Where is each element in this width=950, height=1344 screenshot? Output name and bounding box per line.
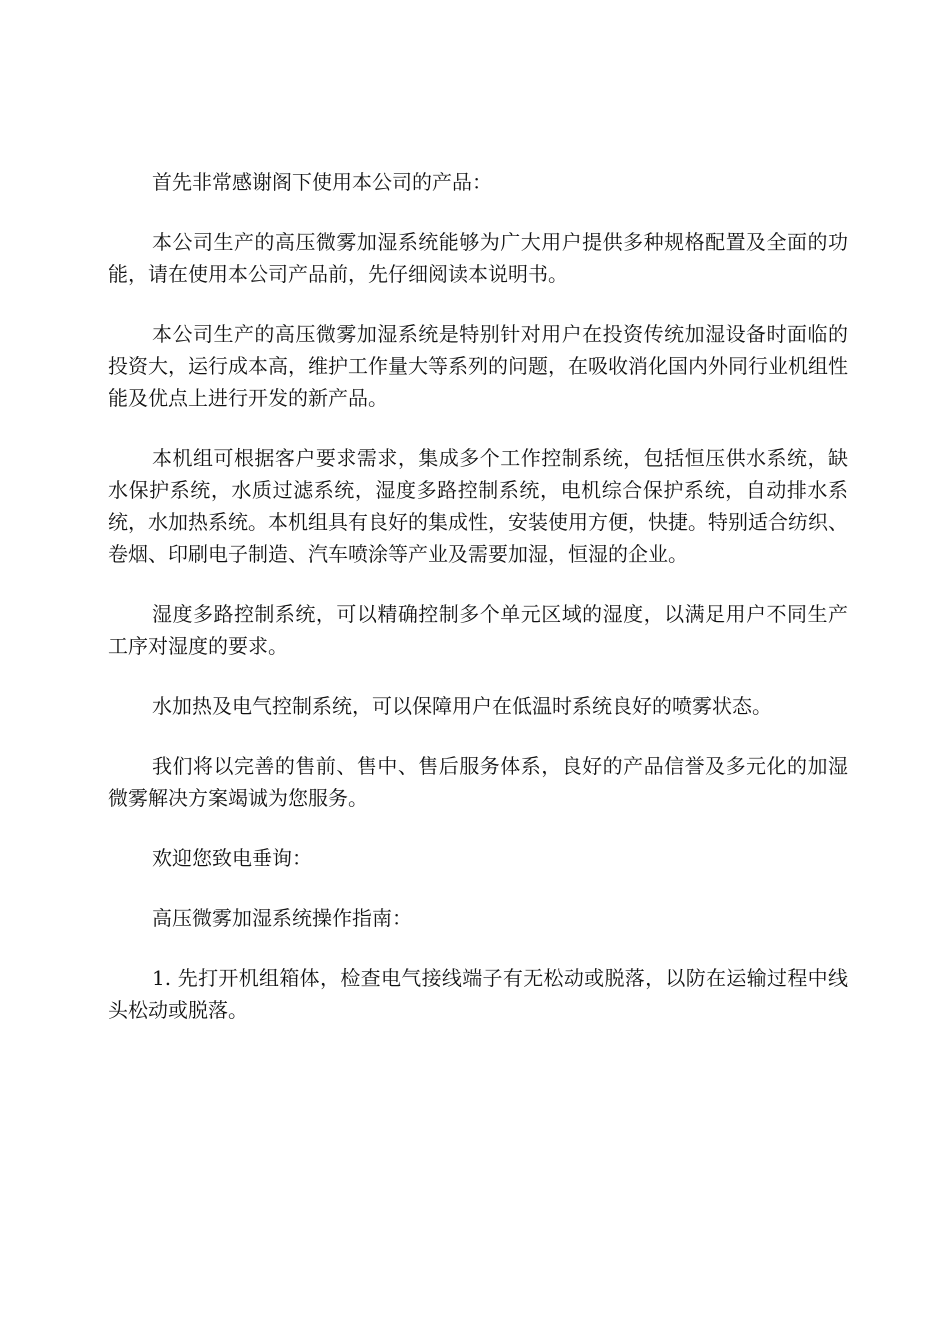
document-body [108,166,848,1054]
contact-paragraph: 欢迎您致电垂询： [152,846,312,870]
heating-control-paragraph: 水加热及电气控制系统，可以保障用户在低温时系统良好的喷雾状态。 [152,694,772,718]
humidity-control-paragraph: 湿度多路控制系统，可以精确控制多个单元区域的湿度，以满足用户不同生产工序对湿度的要求。 [108,602,848,658]
product-background-paragraph: 本公司生产的高压微雾加湿系统是特别针对用户在投资传统加湿设备时面临的投资大，运行成本高，维护工作量大等系列的问题，在吸收消化国内外同行业机组性能及优点上进行开发的新产品。 [108,322,848,410]
intro-paragraph: 本公司生产的高压微雾加湿系统能够为广大用户提供多种规格配置及全面的功能，请在使用本公司产品前，先仔细阅读本说明书。 [108,230,848,286]
service-paragraph: 我们将以完善的售前、售中、售后服务体系，良好的产品信誉及多元化的加湿微雾解决方案竭诚为您服务。 [108,754,848,810]
guide-heading: 高压微雾加湿系统操作指南： [152,906,412,930]
system-features-paragraph: 本机组可根据客户要求需求，集成多个工作控制系统，包括恒压供水系统，缺水保护系统，水质过滤系统，湿度多路控制系统，电机综合保护系统，自动排水系统，水加热系统。本机组具有良好的集成性，安装使用方便，快捷。特别适合纺织、卷烟、印刷电子制造、汽车喷涂等产业及需要加湿，恒湿的企业。 [108,446,848,566]
step-1-paragraph: 1. 先打开机组箱体，检查电气接线端子有无松动或脱落，以防在运输过程中线头松动或脱落。 [108,966,848,1022]
greeting-paragraph: 首先非常感谢阁下使用本公司的产品： [152,170,492,194]
